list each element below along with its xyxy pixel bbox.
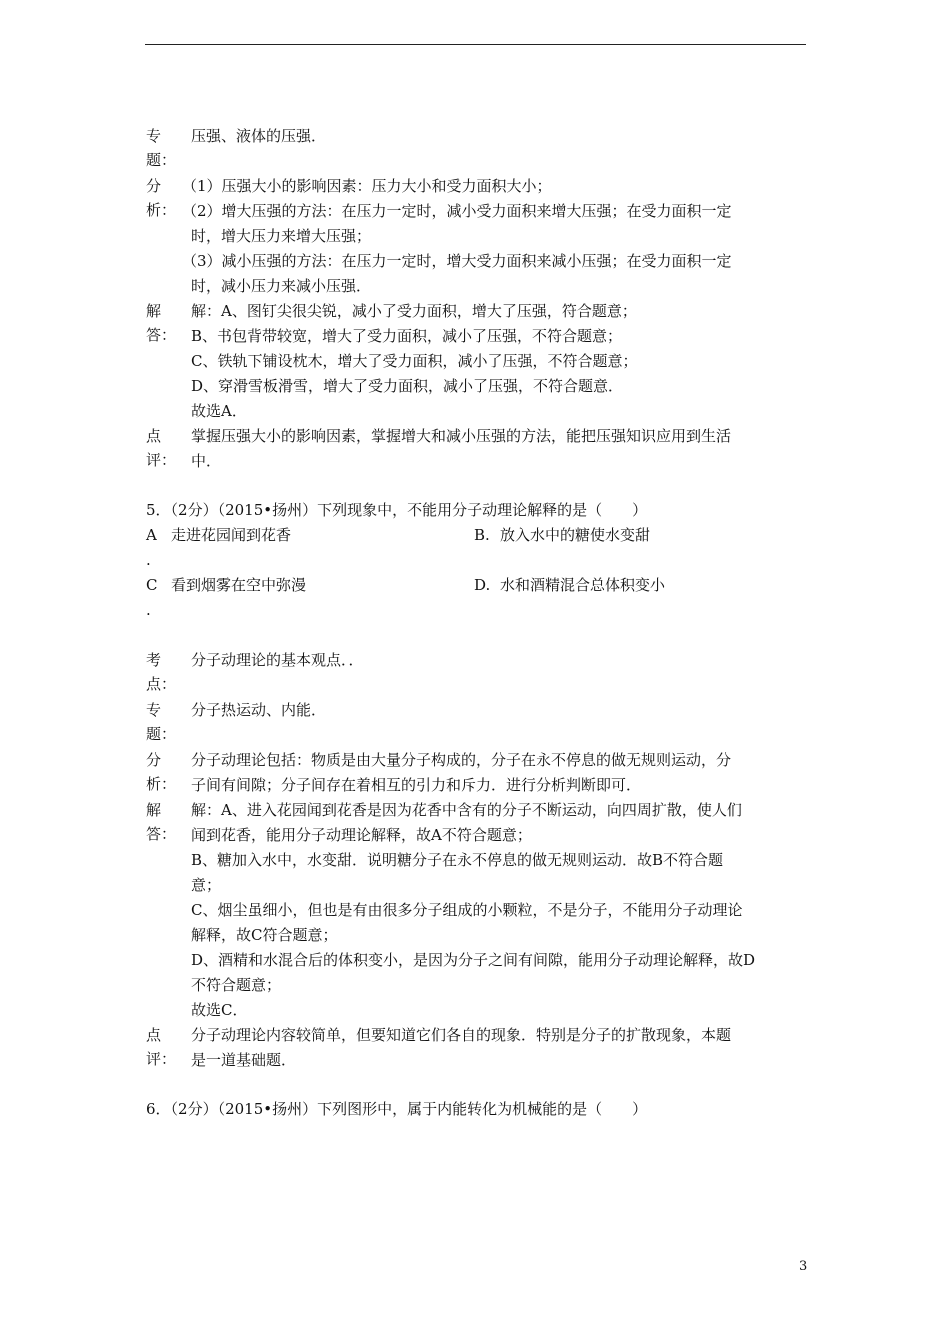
q4-fenxi-line: （2）增大压强的方法：在压力一定时，减小受力面积来增大压强；在受力面积一定 (182, 202, 732, 220)
label-jieda: 解 答： (146, 801, 177, 843)
q5-option-c-letter: C (146, 576, 158, 594)
q5-option-b-text: 放入水中的糖使水变甜 (500, 526, 651, 544)
q4-dianping-line: 掌握压强大小的影响因素，掌握增大和减小压强的方法，能把压强知识应用到生活 (191, 427, 732, 445)
label-jieda: 解 答： (146, 302, 177, 344)
q4-zhuanti-text: 压强、液体的压强． (191, 127, 327, 145)
q5-stem: 5．（2分）（2015•扬州）下列现象中，不能用分子动理论解释的是（ ） (146, 501, 648, 519)
label-zhuanti: 专 题： (146, 127, 177, 169)
q5-jieda-line: 解：A、进入花园闻到花香是因为花香中含有的分子不断运动，向四周扩散，使人们 (191, 801, 742, 819)
q5-option-a-dot: . (146, 551, 151, 569)
q5-jieda-line: C、烟尘虽细小，但也是有由很多分子组成的小颗粒，不是分子，不能用分子动理论 (191, 901, 743, 919)
q5-jieda-line: D、酒精和水混合后的体积变小，是因为分子之间有间隙，能用分子动理论解释，故D (191, 951, 756, 969)
q5-jieda-line: 闻到花香，能用分子动理论解释，故A不符合题意； (191, 826, 532, 844)
page-number: 3 (799, 1259, 808, 1274)
label-fenxi: 分 析： (146, 751, 177, 793)
q5-jieda-line: 故选C． (191, 1001, 248, 1019)
q4-jieda-line: C、铁轨下铺设枕木，增大了受力面积，减小了压强，不符合题意； (191, 352, 638, 370)
q5-fenxi-line: 分子动理论包括：物质是由大量分子构成的，分子在永不停息的做无规则运动，分 (191, 751, 732, 769)
label-dianping: 点 评： (146, 427, 177, 469)
q5-jieda-line: B、糖加入水中，水变甜．说明糖分子在永不停息的做无规则运动．故B不符合题 (191, 851, 724, 869)
q5-option-c-text: 看到烟雾在空中弥漫 (171, 576, 307, 594)
q5-jieda-line: 不符合题意； (191, 976, 282, 994)
header-rule (145, 44, 806, 45)
q5-zhuanti-text: 分子热运动、内能． (191, 701, 327, 719)
label-dianping: 点 评： (146, 1026, 177, 1068)
q4-fenxi-line: （3）减小压强的方法：在压力一定时，增大受力面积来减小压强；在受力面积一定 (182, 252, 732, 270)
label-kaodian: 考 点： (146, 651, 177, 693)
q5-dianping-line: 分子动理论内容较简单，但要知道它们各自的现象．特别是分子的扩散现象，本题 (191, 1026, 732, 1044)
q4-fenxi-line: 时，增大压力来增大压强； (191, 227, 372, 245)
q5-option-d-letter: D. (474, 576, 491, 594)
q5-option-c-dot: . (146, 601, 151, 619)
q5-option-a-text: 走进花园闻到花香 (171, 526, 292, 544)
q4-jieda-line: B、书包背带较宽，增大了受力面积，减小了压强，不符合题意； (191, 327, 623, 345)
q4-jieda-line: 解：A、图钉尖很尖锐，减小了受力面积，增大了压强，符合题意； (191, 302, 637, 320)
q4-jieda-line: 故选A． (191, 402, 247, 420)
label-zhuanti: 专 题： (146, 701, 177, 743)
q4-dianping-line: 中． (191, 452, 222, 470)
q6-stem: 6．（2分）（2015•扬州）下列图形中，属于内能转化为机械能的是（ ） (146, 1100, 648, 1118)
q5-fenxi-line: 子间有间隙；分子间存在着相互的引力和斥力．进行分析判断即可． (191, 776, 642, 794)
label-fenxi: 分 析： (146, 177, 177, 219)
q4-fenxi-line: 时，减小压力来减小压强． (191, 277, 372, 295)
q5-option-b-letter: B. (474, 526, 490, 544)
q5-dianping-line: 是一道基础题． (191, 1051, 297, 1069)
q5-jieda-line: 解释，故C符合题意； (191, 926, 338, 944)
q5-kaodian-text: 分子动理论的基本观点．． (191, 651, 364, 669)
q4-fenxi-line: （1）压强大小的影响因素：压力大小和受力面积大小； (182, 177, 552, 195)
q5-option-a-letter: A (146, 526, 157, 544)
q5-jieda-line: 意； (191, 876, 222, 894)
q5-option-d-text: 水和酒精混合总体积变小 (500, 576, 666, 594)
q4-jieda-line: D、穿滑雪板滑雪，增大了受力面积，减小了压强，不符合题意． (191, 377, 624, 395)
